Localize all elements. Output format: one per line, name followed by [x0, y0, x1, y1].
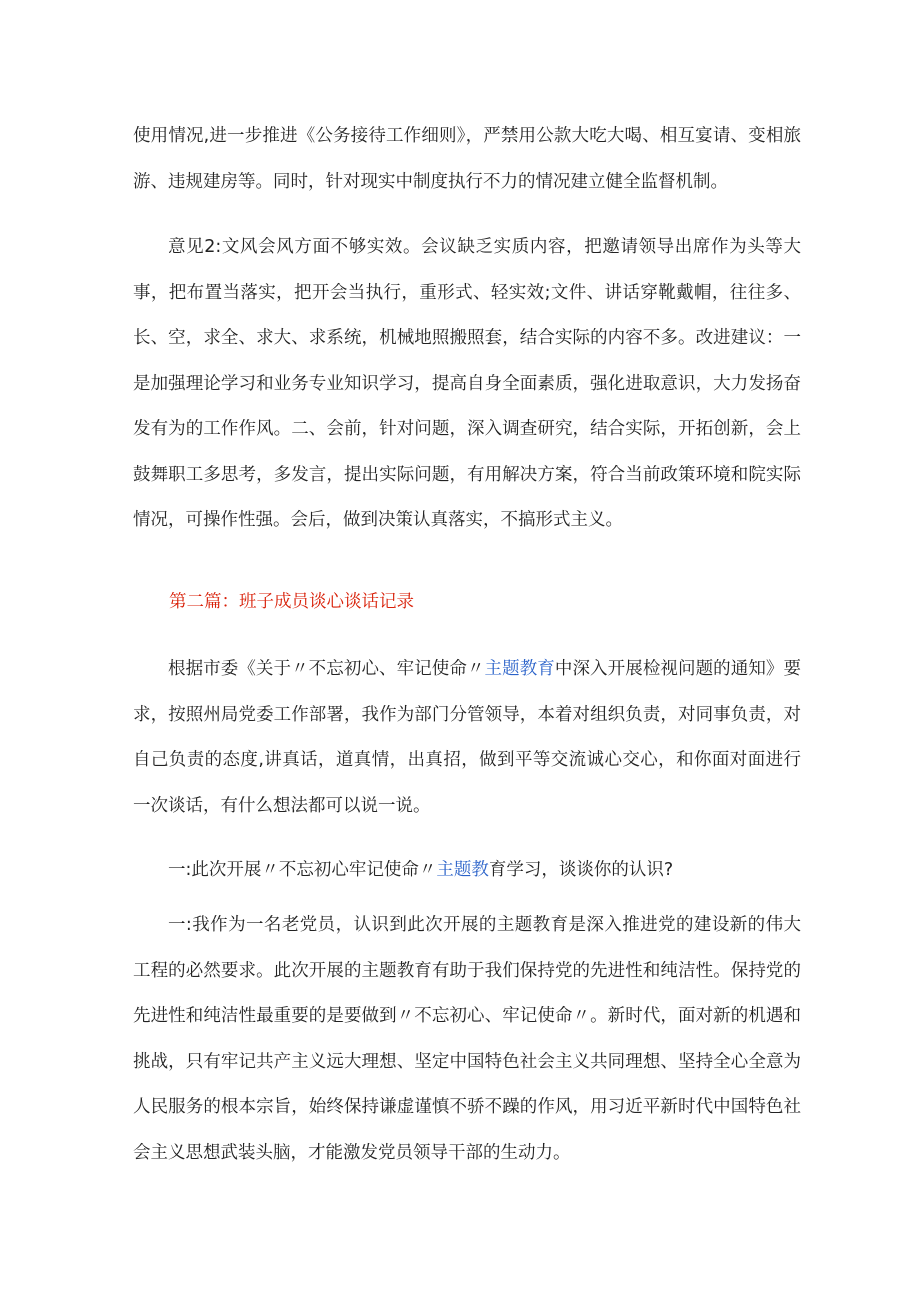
- answer-1: 一:我作为一名老党员，认识到此次开展的主题教育是深入推进党的建设新的伟大工程的必然要求。此次开展的主题教育有助于我们保持党的先进性和纯洁性。保持党的先进性和纯洁性最重要的是要做到〃不忘初心、牢记使命〃。新时代，面对新的机遇和挑战，只有牢记共产主义远大理想、坚定中国特色社会主义共同理想、坚持全心全意为人民服务的根本宗旨，始终保持谦虚谨慎不骄不躁的作风，用习近平新时代中国特色社会主义思想武装头脑，才能激发党员领导干部的生动力。: [133, 915, 801, 1163]
- intro-text-end: 中深入开展检视问题的通知》要求，按照州局党委工作部署，我作为部门分管领导，本着对组织负责，对同事负责，对自己负责的态度,讲真话，道真情，出真招，做到平等交流诚心交心，和你面对面进行一次谈话，有什么想法都可以说一说。: [133, 659, 802, 816]
- intro-text-start: 根据市委《关于〃不忘初心、牢记使命〃: [168, 659, 485, 679]
- section-heading: 第二篇：班子成员谈心谈话记录: [169, 592, 414, 612]
- question-1: [133, 848, 801, 894]
- paragraph-intro: [133, 647, 801, 829]
- question-text-start: 一:此次开展〃不忘初心牢记使命〃: [168, 860, 437, 880]
- question-text-end: 育学习，谈谈你的认识?: [488, 860, 674, 880]
- paragraph-reception-rules: 使用情况,进一步推进《公务接待工作细则》，严禁用公款大吃大喝、相互宴请、变相旅游、违规建房等。同时，针对现实中制度执行不力的情况建立健全监督机制。: [133, 126, 801, 192]
- paragraph-opinion-2: 意见2:文风会风方面不够实效。会议缺乏实质内容，把邀请领导出席作为头等大事，把布置当落实，把开会当执行，重形式、轻实效;文件、讲话穿靴戴帽，往往多、长、空，求全、求大、求系统，机械地照搬照套，结合实际的内容不多。改进建议：一是加强理论学习和业务专业知识学习，提高自身全面素质，强化进取意识，大力发扬奋发有为的工作作风。二、会前，针对问题，深入调查研究，结合实际，开拓创新，会上鼓舞职工多思考，多发言，提出实际问题，有用解决方案，符合当前政策环境和院实际情况，可操作性强。会后，做到决策认真落实，不搞形式主义。: [133, 237, 801, 530]
- theme-education-link-2[interactable]: 主题教: [436, 860, 489, 880]
- theme-education-link[interactable]: 主题教育: [484, 659, 555, 679]
